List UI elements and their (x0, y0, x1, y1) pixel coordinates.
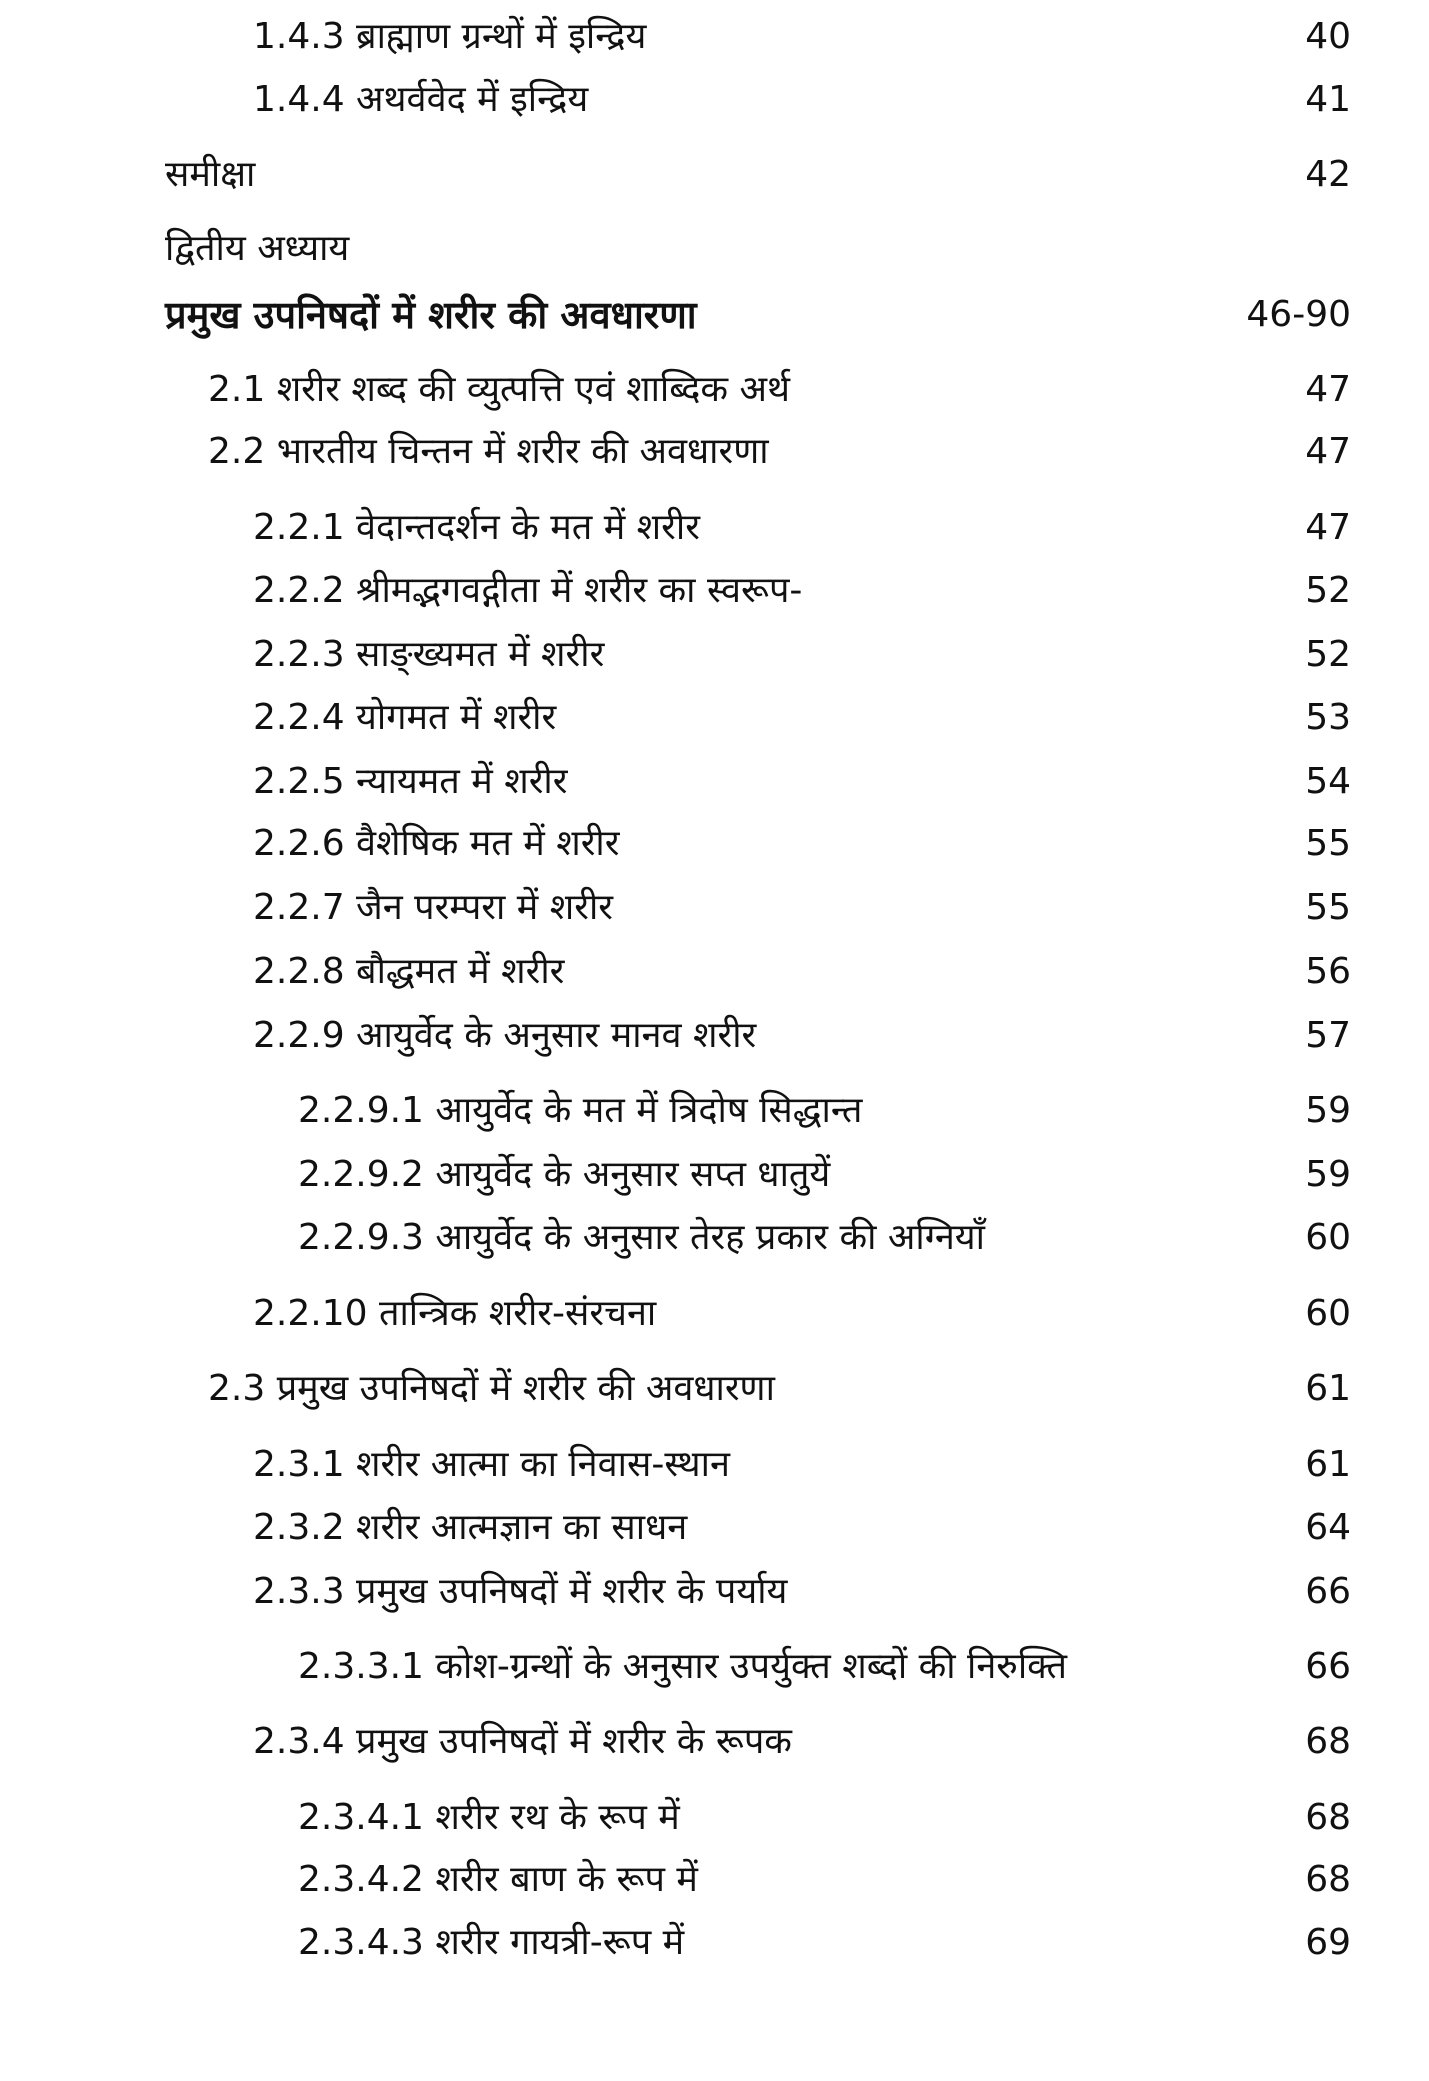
toc-entry-title: 2.3.3 प्रमुख उपनिषदों में शरीर के पर्याय (253, 1571, 788, 1612)
toc-entry-title: 2.2.10 तान्त्रिक शरीर-संरचना (253, 1293, 657, 1334)
toc-entry (0, 1567, 1429, 1617)
toc-entry (0, 1642, 1429, 1692)
toc-entry-page: 59 (1305, 1154, 1351, 1195)
toc-entry-page: 61 (1305, 1444, 1351, 1485)
toc-entry-title: 2.3.2 शरीर आत्मज्ञान का साधन (253, 1507, 688, 1548)
toc-entry-page: 61 (1305, 1368, 1351, 1409)
toc-entry-page: 52 (1305, 634, 1351, 675)
toc-entry-title: समीक्षा (165, 154, 256, 195)
toc-entry (0, 1503, 1429, 1553)
toc-entry-page: 57 (1305, 1015, 1351, 1056)
toc-entry-page: 59 (1305, 1090, 1351, 1131)
toc-entry (0, 365, 1429, 415)
toc-entry (0, 224, 1429, 274)
toc-entry-page: 54 (1305, 761, 1351, 802)
toc-entry (0, 883, 1429, 933)
toc-entry-title: 2.3 प्रमुख उपनिषदों में शरीर की अवधारणा (208, 1368, 775, 1409)
toc-entry (0, 427, 1429, 477)
toc-entry-title: 2.1 शरीर शब्द की व्युत्पत्ति एवं शाब्दिक अर्थ (208, 369, 790, 410)
toc-entry-page: 60 (1305, 1217, 1351, 1258)
toc-entry-title: प्रमुख उपनिषदों में शरीर की अवधारणा (165, 293, 697, 337)
toc-entry-page: 40 (1305, 16, 1351, 57)
toc-entry-title: 2.2.9.1 आयुर्वेद के मत में त्रिदोष सिद्धान्त (298, 1090, 863, 1131)
toc-entry (0, 1918, 1429, 1968)
toc-entry-title: 2.2.8 बौद्धमत में शरीर (253, 951, 565, 992)
toc-entry-title: 2.3.4.2 शरीर बाण के रूप में (298, 1859, 698, 1900)
toc-entry-page: 66 (1305, 1646, 1351, 1687)
toc-entry-page: 47 (1305, 369, 1351, 410)
toc-entry-title: द्वितीय अध्याय (165, 228, 350, 269)
toc-entry-page: 46-90 (1246, 294, 1351, 335)
toc-entry (0, 1289, 1429, 1339)
toc-entry (0, 566, 1429, 616)
toc-entry-title: 2.2.3 साङ्ख्यमत में शरीर (253, 634, 605, 675)
toc-entry (0, 1150, 1429, 1200)
toc-entry (0, 947, 1429, 997)
toc-entry-title: 2.2.7 जैन परम्परा में शरीर (253, 887, 613, 928)
toc-entry (0, 290, 1429, 340)
toc-entry-title: 2.2.2 श्रीमद्भगवद्गीता में शरीर का स्वरूप- (253, 570, 803, 611)
toc-entry-page: 66 (1305, 1571, 1351, 1612)
toc-entry-page: 47 (1305, 431, 1351, 472)
toc-entry-title: 1.4.3 ब्राह्माण ग्रन्थों में इन्द्रिय (253, 16, 647, 57)
toc-entry (0, 757, 1429, 807)
toc-entry-page: 68 (1305, 1721, 1351, 1762)
toc-entry-title: 2.2.5 न्यायमत में शरीर (253, 761, 568, 802)
toc-entry-title: 2.2.6 वैशेषिक मत में शरीर (253, 823, 620, 864)
toc-entry (0, 1793, 1429, 1843)
toc-entry (0, 630, 1429, 680)
toc-entry-title: 2.3.3.1 कोश-ग्रन्थों के अनुसार उपर्युक्त शब्दों की निरुक्ति (298, 1646, 1067, 1687)
toc-entry-page: 60 (1305, 1293, 1351, 1334)
toc-entry-title: 1.4.4 अथर्ववेद में इन्द्रिय (253, 79, 589, 120)
toc-entry-title: 2.2.1 वेदान्तदर्शन के मत में शरीर (253, 507, 700, 548)
toc-entry-page: 42 (1305, 154, 1351, 195)
toc-entry (0, 1440, 1429, 1490)
toc-entry (0, 150, 1429, 200)
toc-entry-page: 53 (1305, 697, 1351, 738)
toc-entry-title: 2.2.9.2 आयुर्वेद के अनुसार सप्त धातुयें (298, 1154, 831, 1195)
toc-entry (0, 1717, 1429, 1767)
toc-entry-page: 68 (1305, 1797, 1351, 1838)
toc-entry-page: 55 (1305, 887, 1351, 928)
toc-entry-page: 41 (1305, 79, 1351, 120)
toc-entry-title: 2.2.9 आयुर्वेद के अनुसार मानव शरीर (253, 1015, 757, 1056)
toc-entry-page: 64 (1305, 1507, 1351, 1548)
toc-entry-page: 56 (1305, 951, 1351, 992)
toc-entry-page: 55 (1305, 823, 1351, 864)
toc-entry (0, 75, 1429, 125)
toc-entry (0, 693, 1429, 743)
toc-entry-page: 47 (1305, 507, 1351, 548)
toc-entry-page: 69 (1305, 1922, 1351, 1963)
toc-entry (0, 1855, 1429, 1905)
toc-entry (0, 819, 1429, 869)
toc-entry-title: 2.2.4 योगमत में शरीर (253, 697, 557, 738)
toc-entry-title: 2.3.4.3 शरीर गायत्री-रूप में (298, 1922, 685, 1963)
toc-entry (0, 1364, 1429, 1414)
toc-entry-title: 2.3.4 प्रमुख उपनिषदों में शरीर के रूपक (253, 1721, 792, 1762)
toc-entry (0, 1011, 1429, 1061)
toc-entry-page: 52 (1305, 570, 1351, 611)
toc-entry-title: 2.3.1 शरीर आत्मा का निवास-स्थान (253, 1444, 730, 1485)
toc-entry (0, 12, 1429, 62)
toc-entry-title: 2.2 भारतीय चिन्तन में शरीर की अवधारणा (208, 431, 769, 472)
toc-entry-page: 68 (1305, 1859, 1351, 1900)
toc-entry (0, 1086, 1429, 1136)
toc-entry-title: 2.3.4.1 शरीर रथ के रूप में (298, 1797, 680, 1838)
toc-entry (0, 1213, 1429, 1263)
toc-entry-title: 2.2.9.3 आयुर्वेद के अनुसार तेरह प्रकार की अग्नियाँ (298, 1217, 986, 1258)
toc-entry (0, 503, 1429, 553)
